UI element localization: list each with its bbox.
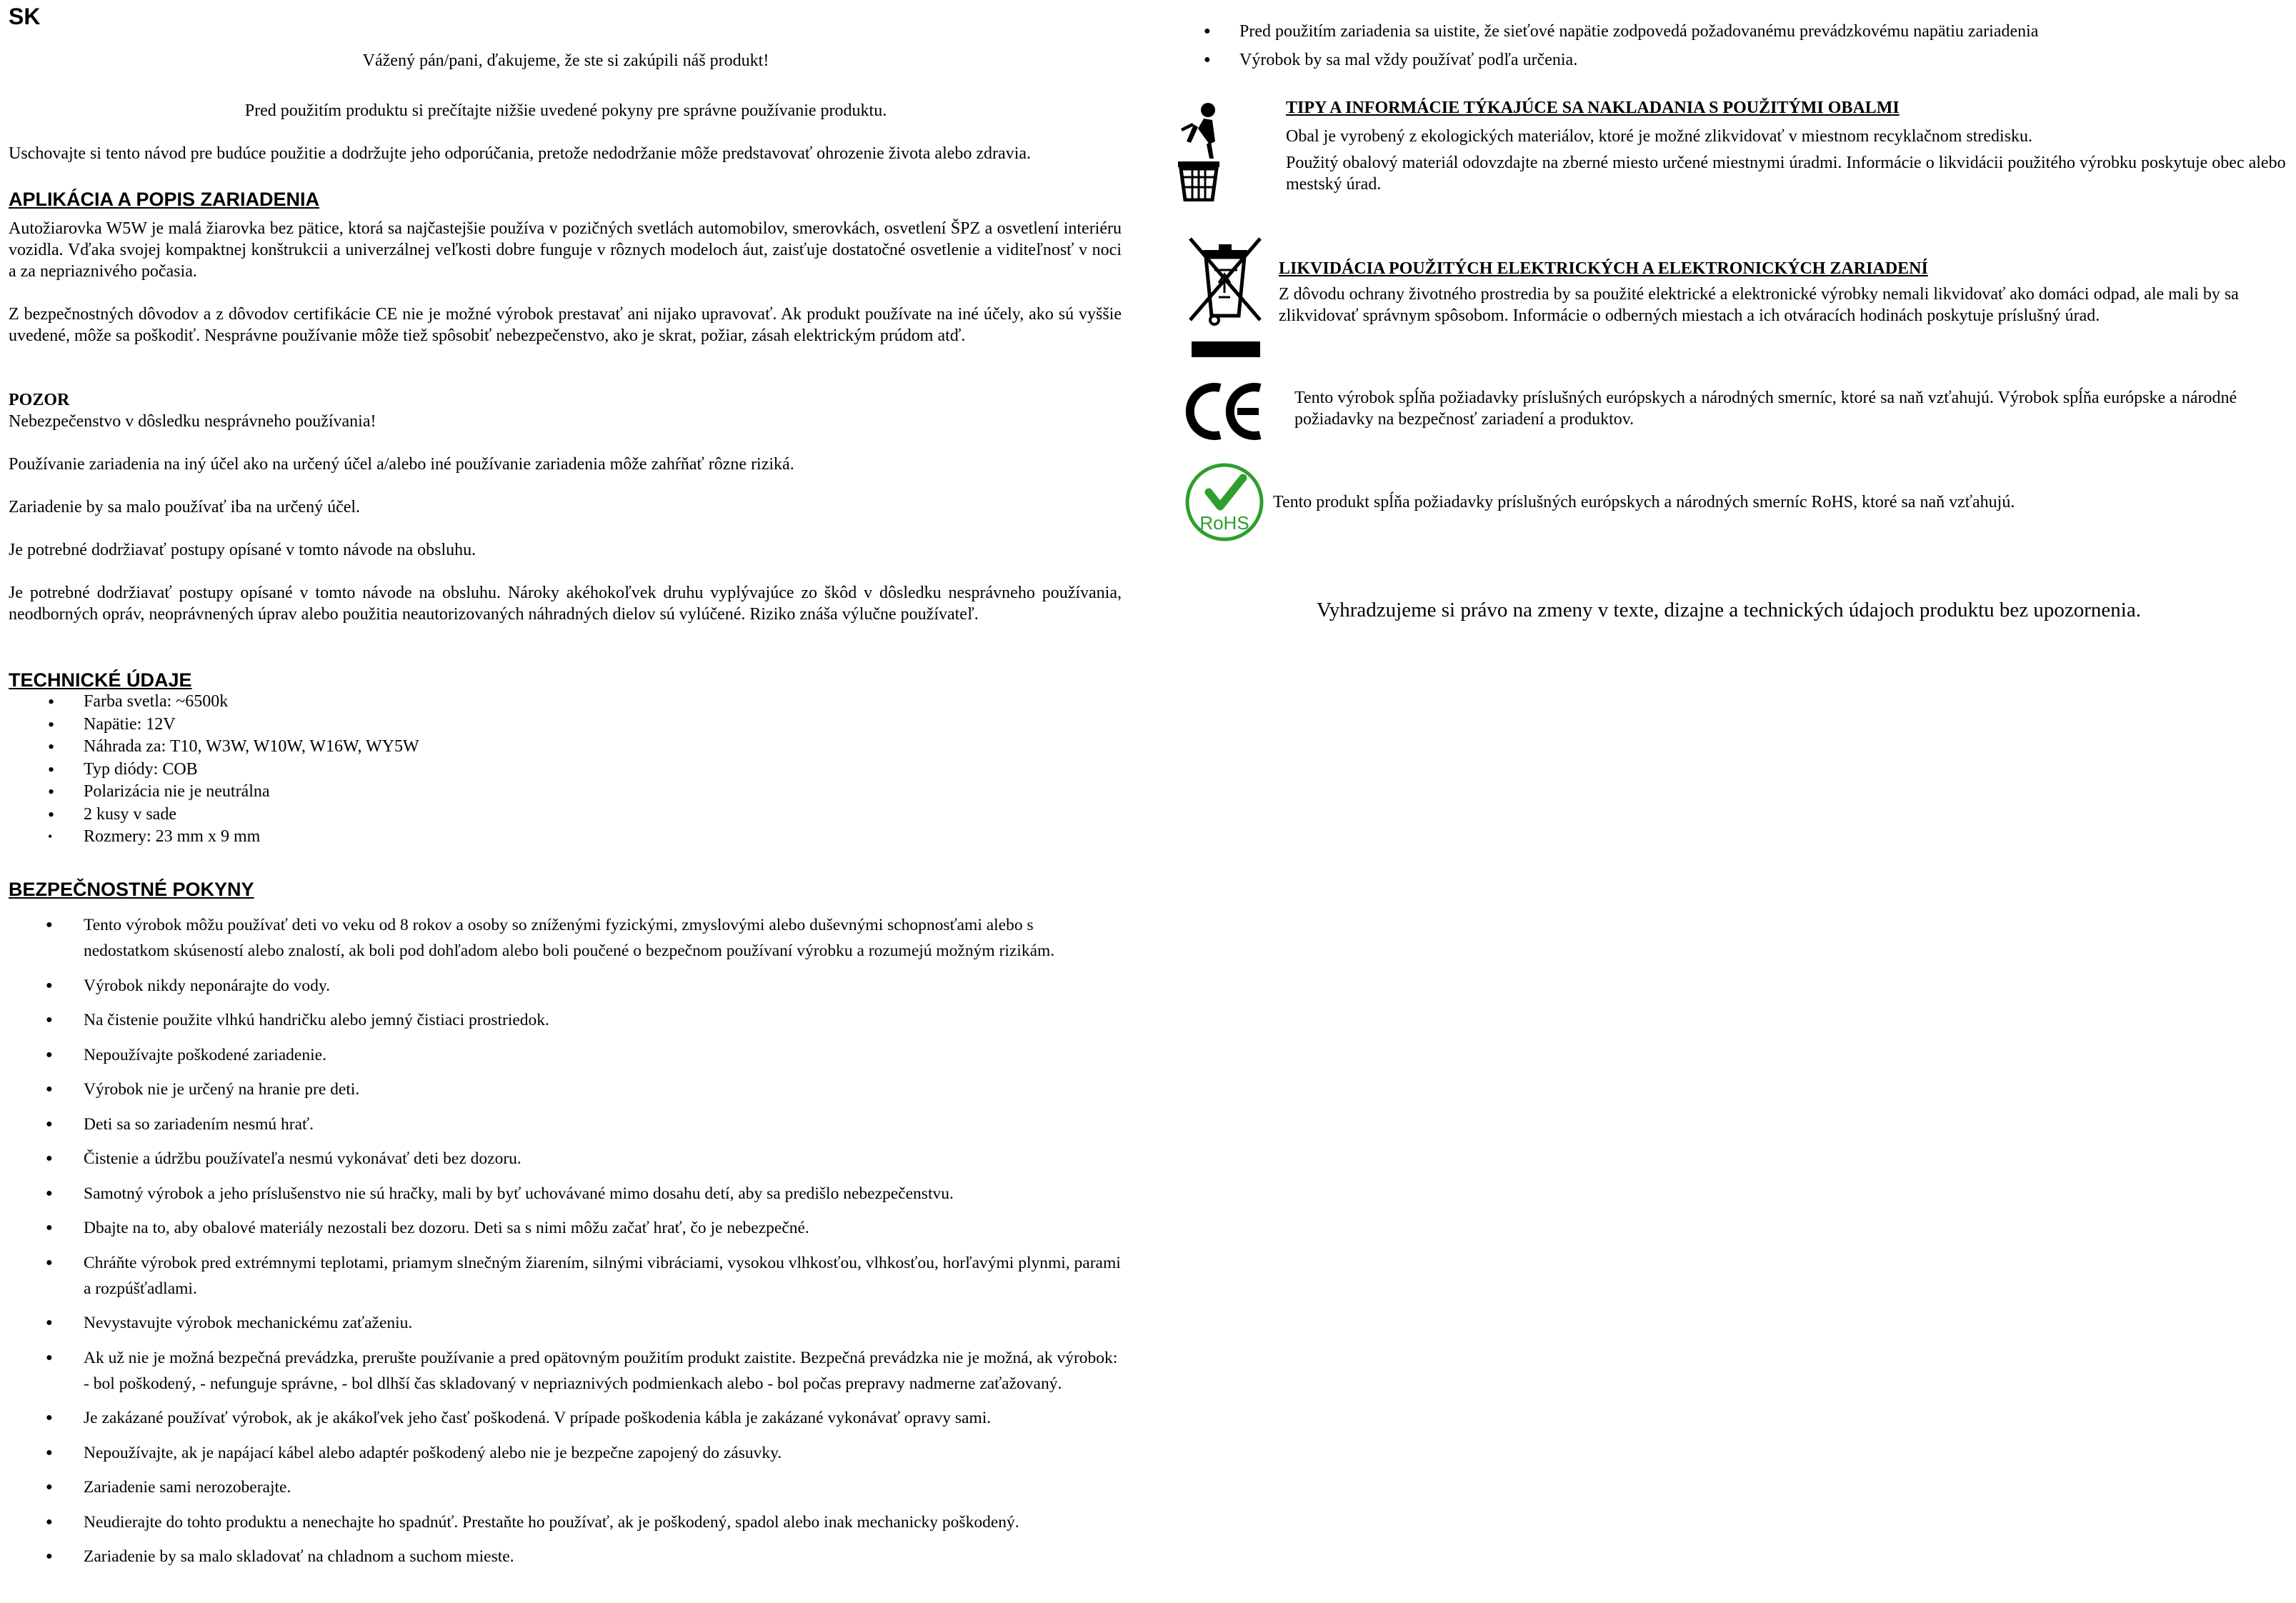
technical-list [9,691,1080,849]
warning-line-2: Zariadenie by sa malo používať iba na určený účel. [9,498,361,516]
technical-item: • Farba svetla: ~6500k [9,691,1080,714]
safety-item: ● Výrobok nie je určený na hranie pre deti. [9,1077,1123,1102]
tidy-man-icon [1177,100,1221,201]
safety-item: ● Chráňte výrobok pred extrémnymi teplotami, priamym slnečným žiarením, silnými vibráciami, vysokou vlhkosťou, vlhkosťou, horľavými plynmi, parami a rozpúšťadlami. [9,1250,1123,1302]
changes-reserved-note: Vyhradzujeme si právo na zmeny v texte, dizajne a technických údajoch produktu bez upozornenia. [1317,599,2141,621]
technical-item: • Typ diódy: COB [9,759,1080,781]
liability-paragraph: Je potrebné dodržiavať postupy opísané v tomto návode na obsluhu. Nároky akéhokoľvek druhu vyplývajúce zo škôd v dôsledku nesprávneho používania, neodborných opráv, neoprávnených úprav alebo použitia neautorizovaných náhradných dielov sú vylúčené. Riziko znáša výlučne používateľ. [9,584,1122,624]
safety-item: ● Na čistenie použite vlhkú handričku alebo jemný čistiaci prostriedok. [9,1007,1123,1033]
safety-item: ● Samotný výrobok a jeho príslušenstvo nie sú hračky, mali by byť uchovávané mimo dosahu detí, aby sa predišlo nebezpečenstvu. [9,1181,1123,1207]
safety-item: ● Dbajte na to, aby obalové materiály nezostali bez dozoru. Deti sa s nimi môžu začať hrať, čo je nebezpečné. [9,1215,1123,1241]
packaging-paragraph-1: Obal je vyrobený z ekologických materiálov, ktoré je možné zlikvidovať v miestnom recyklačnom stredisku. [1286,127,2033,146]
application-paragraph-1: Autožiarovka W5W je malá žiarovka bez pätice, ktorá sa najčastejšie používa v pozičných svetlách automobilov, smerovkách, osvetlení ŠPZ a osvetlení interiéru vozidla. Vďaka svojej kompaktnej konštrukcii a univerzálnej veľkosti dobre funguje v rôznych modeloch áut, zaisťuje dostatočné osvetlenie a viditeľnosť v noci a za nepriaznivého počasia. [9,219,1122,281]
ce-text: Tento výrobok spĺňa požiadavky príslušných európskych a národných smerníc, ktoré sa naň vzťahujú. Výrobok spĺňa európske a národné požiadavky na bezpečnosť zariadení a produktov. [1294,389,2237,429]
safety-list [9,912,1123,1579]
warning-line-3: Je potrebné dodržiavať postupy opísané v tomto návode na obsluhu. [9,541,476,559]
technical-item: • Napätie: 12V [9,714,1080,736]
safety-item: ● Neudierajte do tohto produktu a nenechajte ho spadnúť. Prestaňte ho používať, ak je poškodený, spadol alebo inak mechanicky poškodený. [9,1509,1123,1535]
technical-item: • 2 kusy v sade [9,804,1080,827]
safety-item: ● Zariadenie sami nerozoberajte. [9,1474,1123,1500]
language-code: SK [9,4,41,29]
right-top-item: ● Pred použitím zariadenia sa uistite, že sieťové napätie zodpovedá požadovanému prevádzkovému napätiu zariadenia [1172,17,2286,46]
safety-item: ● Čistenie a údržbu používateľa nesmú vykonávať deti bez dozoru. [9,1146,1123,1172]
safety-item: ● Výrobok nikdy neponárajte do vody. [9,973,1123,999]
safety-item: ● Nepoužívajte poškodené zariadenie. [9,1042,1123,1068]
rohs-icon [1184,461,1264,544]
warning-title: POZOR [9,391,70,409]
safety-item: ● Tento výrobok môžu používať deti vo veku od 8 rokov a osoby so zníženými fyzickými, zmyslovými alebo duševnými schopnosťami alebo s nedostatkom skúseností alebo znalostí, ak boli pod dohľadom alebo boli poučené o bezpečnom používaní výrobku a rozumejú možným rizikám. [9,912,1123,964]
rohs-badge-label: RoHS [1199,512,1249,534]
right-top-list [1172,17,2286,74]
weee-heading: LIKVIDÁCIA POUŽITÝCH ELEKTRICKÝCH A ELEKTRONICKÝCH ZARIADENÍ [1279,259,1928,278]
packaging-heading: TIPY A INFORMÁCIE TÝKAJÚCE SA NAKLADANIA S POUŽITÝMI OBALMI [1286,99,1900,117]
intro-greeting: Vážený pán/pani, ďakujeme, že ste si zakúpili náš produkt! [362,51,769,70]
intro-keep-note: Uschovajte si tento návod pre budúce použitie a dodržujte jeho odporúčania, pretože nedodržanie môže predstavovať ohrozenie života alebo zdravia. [9,144,1032,163]
safety-heading: BEZPEČNOSTNÉ POKYNY [9,879,254,900]
warning-subtitle: Nebezpečenstvo v dôsledku nesprávneho používania! [9,412,376,431]
safety-item: ● Nepoužívajte, ak je napájací kábel alebo adaptér poškodený alebo nie je bezpečne zapojený do zásuvky. [9,1440,1123,1466]
safety-item: ● Zariadenie by sa malo skladovať na chladnom a suchom mieste. [9,1544,1123,1569]
technical-item: • Náhrada za: T10, W3W, W10W, W16W, WY5W [9,736,1080,759]
right-top-item: ● Výrobok by sa mal vždy používať podľa určenia. [1172,46,2286,74]
technical-item: • Polarizácia nie je neutrálna [9,781,1080,804]
rohs-text: Tento produkt spĺňa požiadavky príslušných európskych a národných smerníc RoHS, ktoré sa naň vzťahujú. [1273,493,2015,511]
safety-item: ● Nevystavujte výrobok mechanickému zaťaženiu. [9,1310,1123,1336]
application-paragraph-2: Z bezpečnostných dôvodov a z dôvodov certifikácie CE nie je možné výrobok prestavať ani nijako upravovať. Ak produkt používate na iné účely, ako sú vyššie uvedené, môže sa poškodiť. Nesprávne používanie môže tiež spôsobiť nebezpečenstvo, ako je skrat, požiar, zásah elektrickým prúdom atď. [9,305,1122,345]
warning-line-1: Používanie zariadenia na iný účel ako na určený účel a/alebo iné používanie zariadenia môže zahŕňať rôzne riziká. [9,455,794,474]
safety-item: ● Ak už nie je možná bezpečná prevádzka, prerušte používanie a pred opätovným použitím produkt zaistite. Bezpečná prevádzka nie je možná, ak výrobok: - bol poškodený, - nefunguje správne, - bol dlhší čas skladovaný v nepriaznivých podmienkach alebo - bol počas prepravy nadmerne zaťažovaný. [9,1345,1123,1397]
ce-mark-icon [1184,382,1264,441]
application-heading: APLIKÁCIA A POPIS ZARIADENIA [9,189,320,210]
technical-item: • Rozmery: 23 mm x 9 mm [9,826,1080,849]
technical-heading: TECHNICKÉ ÚDAJE [9,669,192,691]
intro-read-note: Pred použitím produktu si prečítajte nižšie uvedené pokyny pre správne používanie produktu. [244,101,887,120]
weee-crossed-bin-icon [1186,236,1264,359]
packaging-paragraph-2: Použitý obalový materiál odovzdajte na zberné miesto určené miestnymi úradmi. Informácie o likvidácii použitého výrobku poskytuje obec alebo mestský úrad. [1286,154,2286,194]
weee-text: Z dôvodu ochrany životného prostredia by sa použité elektrické a elektronické výrobky nemali likvidovať ako domáci odpad, ale mali by sa zlikvidovať správnym spôsobom. Informácie o odberných miestach a ich otváracích hodinách poskytuje príslušný úrad. [1279,285,2239,325]
safety-item: ● Je zakázané používať výrobok, ak je akákoľvek jeho časť poškodená. V prípade poškodenia kábla je zakázané vykonávať opravy sami. [9,1405,1123,1431]
safety-item: ● Deti sa so zariadením nesmú hrať. [9,1112,1123,1137]
